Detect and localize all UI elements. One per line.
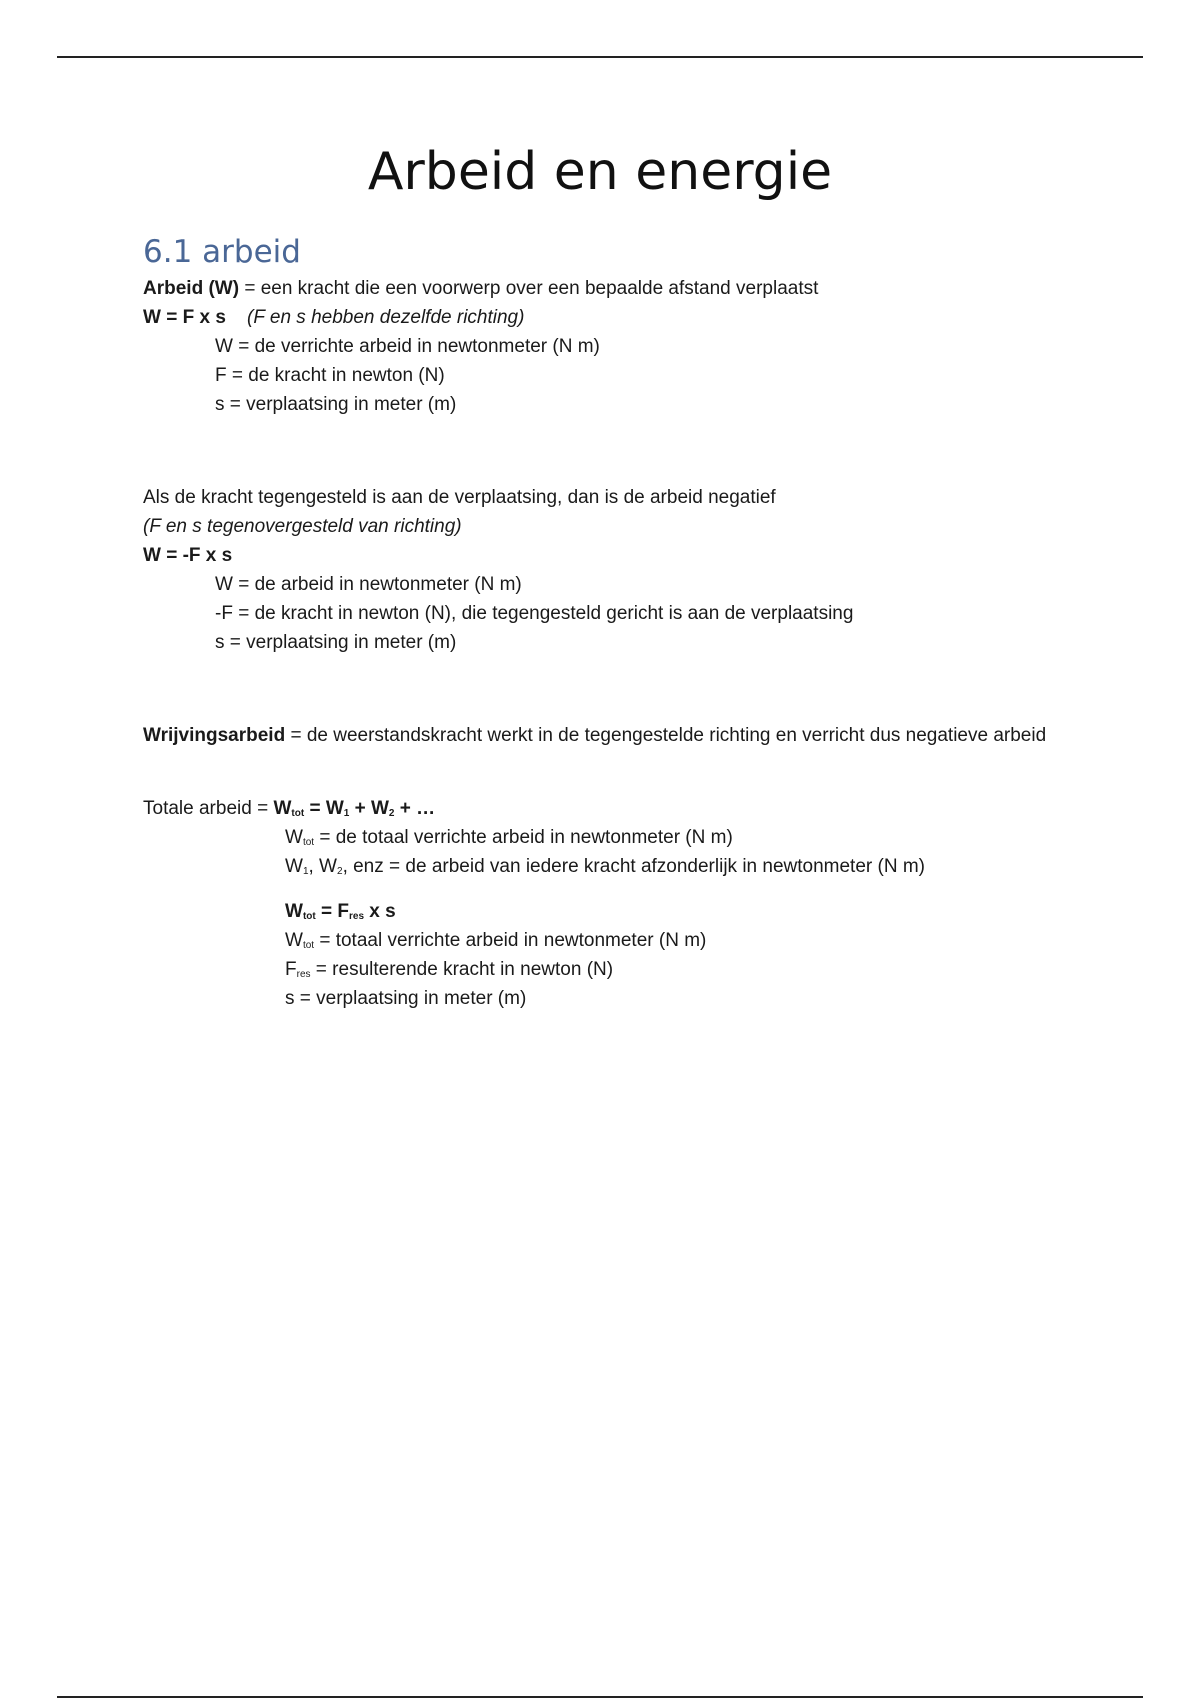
arbeid-definition-text: = een kracht die een voorwerp over een bepaalde afstand verplaatst [239, 278, 819, 299]
wtot-desc-text: = de totaal verrichte arbeid in newtonmeter (N m) [314, 827, 733, 848]
arbeid-term: Arbeid (W) [143, 278, 240, 299]
w-symbol: W [285, 901, 303, 922]
eq2-end: x s [364, 901, 396, 922]
negative-work-note: (F en s tegenovergesteld van richting) [143, 516, 462, 537]
w-symbol: W [273, 798, 292, 819]
w12-desc-text: , enz = de arbeid van iedere kracht afzonderlijk in newtonmeter (N m) [342, 856, 925, 877]
tot-subscript: tot [302, 837, 315, 848]
w-symbol: W [285, 827, 303, 848]
w-symbol: W [285, 856, 303, 877]
eq-end: + … [394, 798, 436, 819]
neg-variable-f: -F = de kracht in newton (N), die tegengesteld gericht is aan de verplaatsing [215, 603, 854, 624]
negative-work-note-line [143, 512, 1083, 541]
formula-w-fs: W = F x s [143, 307, 226, 328]
tot-subscript: tot [302, 911, 316, 922]
page-title: Arbeid en energie [367, 142, 833, 202]
eq-plus: + W [349, 798, 389, 819]
sub-2: 2 [337, 866, 343, 877]
neg-variable-w: W = de arbeid in newtonmeter (N m) [215, 574, 522, 595]
friction-work-definition [143, 721, 1083, 750]
header-rule [57, 56, 1143, 58]
negative-work-formula: W = -F x s [143, 545, 233, 566]
tot-subscript: tot [302, 940, 315, 951]
w-symbol: W [285, 930, 303, 951]
neg-variable-s: s = verplaatsing in meter (m) [215, 632, 457, 653]
variable-w: W = de verrichte arbeid in newtonmeter (N m) [215, 336, 600, 357]
w12-sep: , W [308, 856, 337, 877]
eq-mid: = W [304, 798, 344, 819]
formula-note: (F en s hebben dezelfde richting) [247, 307, 525, 328]
document-body [143, 274, 1083, 1013]
eq2-mid: = F [315, 901, 349, 922]
f-symbol: F [285, 959, 297, 980]
variable-s: s = verplaatsing in meter (m) [215, 394, 457, 415]
sub-1: 1 [343, 808, 350, 819]
negative-work-intro: Als de kracht tegengesteld is aan de verplaatsing, dan is de arbeid negatief [143, 487, 776, 508]
sub-2: 2 [388, 808, 395, 819]
section-heading: 6.1 arbeid [143, 234, 301, 270]
friction-work-text: = de weerstandskracht werkt in de tegengestelde richting en verricht dus negatieve arbeid [285, 725, 1047, 746]
fres-desc-text: = resulterende kracht in newton (N) [310, 959, 614, 980]
wtot-description [143, 823, 1083, 852]
friction-work-term: Wrijvingsarbeid [143, 725, 286, 746]
variable-f: F = de kracht in newton (N) [215, 365, 445, 386]
arbeid-definition [143, 274, 1083, 303]
s-description: s = verplaatsing in meter (m) [285, 988, 527, 1009]
footer-rule [57, 1696, 1143, 1698]
res-subscript: res [348, 911, 364, 922]
fres-description [143, 955, 1083, 984]
sub-1: 1 [302, 866, 309, 877]
wtot2-desc-text: = totaal verrichte arbeid in newtonmeter (N m) [314, 930, 707, 951]
arbeid-formula [143, 303, 1083, 332]
res-subscript: res [296, 969, 311, 980]
tot-subscript: tot [291, 808, 305, 819]
negative-work-formula-line [143, 541, 1083, 570]
total-work-label: Totale arbeid = [143, 798, 274, 819]
total-work-formula [143, 794, 1083, 823]
wtot2-description [143, 926, 1083, 955]
w1-w2-description [143, 852, 1083, 881]
wtot-fres-formula [143, 897, 1083, 926]
